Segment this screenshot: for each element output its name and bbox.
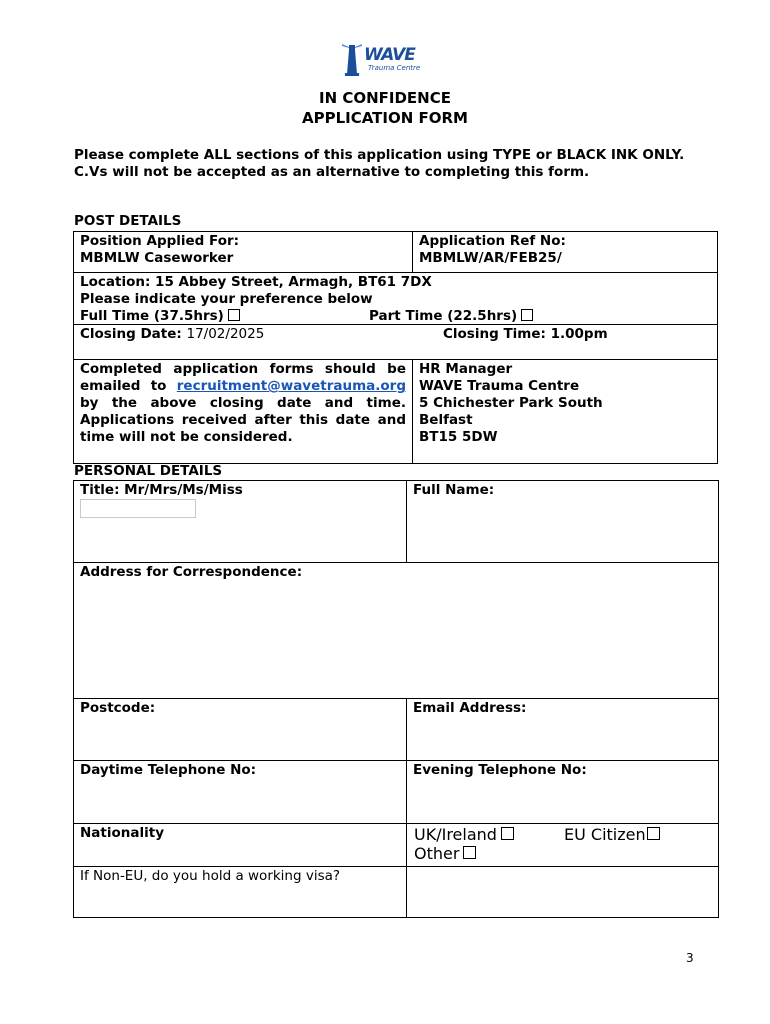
page-number: 3 xyxy=(686,951,694,965)
instructions-paragraph: Please complete ALL sections of this application using TYPE or BLACK INK ONLY. C.Vs will not be accepted as an alternative to completing this form. xyxy=(74,147,685,180)
address-line: WAVE Trauma Centre xyxy=(419,378,580,394)
uk-ireland-checkbox[interactable] xyxy=(501,827,514,840)
address-line: BT15 5DW xyxy=(419,429,498,445)
uk-ireland-label: UK/Ireland xyxy=(414,825,497,844)
nationality-label: Nationality xyxy=(80,825,164,841)
closing-date-label: Closing Date: xyxy=(80,326,182,342)
full-name-cell[interactable] xyxy=(406,480,719,563)
address-label: Address for Correspondence: xyxy=(80,564,303,580)
location-preference-cell xyxy=(73,272,718,325)
eu-citizen-option[interactable] xyxy=(564,825,660,844)
uk-ireland-option[interactable] xyxy=(414,825,514,844)
visa-question-label: If Non-EU, do you hold a working visa? xyxy=(80,868,341,884)
form-title: APPLICATION FORM xyxy=(301,109,468,127)
nationality-cell xyxy=(73,823,407,867)
personal-details-heading: PERSONAL DETAILS xyxy=(74,463,223,479)
submission-instructions-cell xyxy=(73,359,413,464)
visa-question-cell xyxy=(73,866,407,918)
evening-telephone-label: Evening Telephone No: xyxy=(413,762,587,778)
full-name-label: Full Name: xyxy=(413,482,495,498)
confidence-heading: IN CONFIDENCE xyxy=(318,89,451,107)
full-time-option[interactable] xyxy=(80,308,240,325)
submit-text-before: Completed application forms should be emailed to xyxy=(80,361,406,394)
recruitment-email-link[interactable]: recruitment@wavetrauma.org xyxy=(176,378,406,394)
title-cell xyxy=(73,480,407,563)
position-applied-cell xyxy=(73,231,413,273)
address-line: Belfast xyxy=(419,412,473,428)
evening-telephone-cell[interactable] xyxy=(406,760,719,824)
part-time-option[interactable] xyxy=(369,308,533,325)
closing-date-value: 17/02/2025 xyxy=(186,326,265,342)
title-input[interactable] xyxy=(80,499,196,518)
email-cell[interactable] xyxy=(406,698,719,761)
daytime-telephone-cell[interactable] xyxy=(73,760,407,824)
application-ref-cell xyxy=(412,231,718,273)
correspondence-address-cell[interactable] xyxy=(73,562,719,699)
postcode-label: Postcode: xyxy=(80,700,156,716)
part-time-checkbox[interactable] xyxy=(521,309,533,321)
full-time-label: Full Time (37.5hrs) xyxy=(80,308,224,324)
closing-date xyxy=(80,326,264,343)
submit-text-after: by the above closing date and time. Applications received after this date and time will not be considered. xyxy=(80,395,406,445)
email-label: Email Address: xyxy=(413,700,527,716)
part-time-label: Part Time (22.5hrs) xyxy=(369,308,518,324)
address-line: 5 Chichester Park South xyxy=(419,395,603,411)
other-checkbox[interactable] xyxy=(463,846,476,859)
closing-details-cell xyxy=(73,324,718,360)
eu-citizen-label: EU Citizen xyxy=(564,825,646,844)
postcode-cell[interactable] xyxy=(73,698,407,761)
eu-citizen-checkbox[interactable] xyxy=(647,827,660,840)
location-text: Location: 15 Abbey Street, Armagh, BT61 7DX xyxy=(80,274,432,290)
lighthouse-icon xyxy=(342,42,362,76)
logo-tagline: Trauma Centre xyxy=(368,64,421,72)
daytime-telephone-label: Daytime Telephone No: xyxy=(80,762,257,778)
title-label: Title: Mr/Mrs/Ms/Miss xyxy=(80,482,243,498)
ref-label: Application Ref No: xyxy=(419,233,566,249)
nationality-options-cell xyxy=(406,823,719,867)
post-details-heading: POST DETAILS xyxy=(74,213,182,229)
hr-address-cell xyxy=(412,359,718,464)
ref-value: MBMLW/AR/FEB25/ xyxy=(419,250,562,266)
wave-logo xyxy=(338,42,428,76)
closing-time: Closing Time: 1.00pm xyxy=(443,326,608,342)
visa-answer-cell[interactable] xyxy=(406,866,719,918)
other-option[interactable] xyxy=(413,844,712,863)
logo-wordmark: WAVE xyxy=(364,45,415,65)
position-value: MBMLW Caseworker xyxy=(80,250,234,266)
preference-text: Please indicate your preference below xyxy=(80,291,373,307)
other-label: Other xyxy=(414,844,460,863)
full-time-checkbox[interactable] xyxy=(228,309,240,321)
address-line: HR Manager xyxy=(419,361,513,377)
position-label: Position Applied For: xyxy=(80,233,240,249)
